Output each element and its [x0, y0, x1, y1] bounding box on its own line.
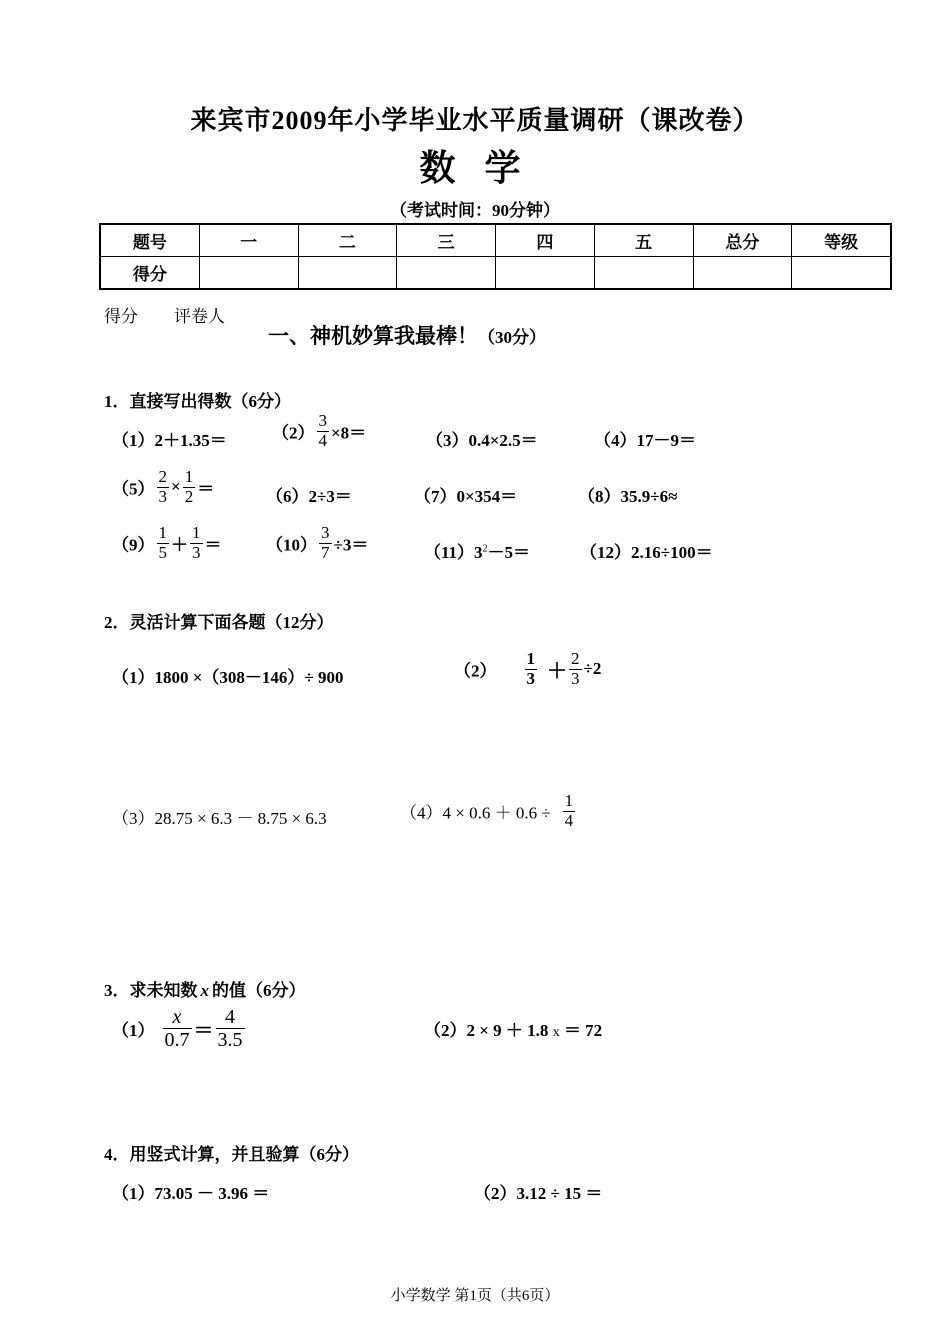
score-table-cell: 二 [298, 224, 397, 257]
score-entry-cell[interactable] [199, 257, 298, 290]
q1-item-12: （12）2.16÷100＝ [580, 543, 713, 562]
item-tail: ＝ 72 [563, 1021, 603, 1040]
fraction [319, 524, 332, 562]
item-tail: ＝ [197, 479, 215, 499]
grader-score-label: 得分 [104, 307, 138, 326]
fraction-numerator: 1 [192, 523, 201, 542]
score-table-header-row [100, 224, 891, 257]
fraction-numerator: 2 [571, 649, 580, 668]
operator: ＋ [171, 535, 188, 555]
item-tail: ＝ [204, 535, 222, 555]
q3-title-a: 3．求未知数 [104, 981, 198, 1000]
q1-item-3: （3）0.4×2.5＝ [426, 431, 538, 450]
operator: ＝ [193, 1020, 214, 1042]
q1-title: 1．直接写出得数（6分） [104, 392, 291, 411]
item-label: （10） [266, 535, 317, 555]
score-entry-cell[interactable] [693, 257, 792, 290]
q2-item-4 [400, 792, 577, 830]
q1-item-5 [112, 468, 214, 506]
exam-time-note: （考试时间：90分钟） [390, 201, 560, 220]
q1-item-2 [272, 412, 366, 450]
item-text: （4）4 × 0.6 ＋ 0.6 ÷ [400, 803, 551, 823]
item-label: （1） [112, 1021, 155, 1040]
item-label: （11）3 [424, 543, 483, 562]
q2-item-2 [454, 650, 601, 688]
item-label: （2） [272, 423, 315, 443]
q3-title [104, 976, 306, 1001]
q4-item-1: （1）73.05 － 3.96 ＝ [112, 1184, 270, 1203]
score-table-cell: 总分 [693, 224, 792, 257]
fraction-denominator: 4 [564, 810, 574, 830]
fraction [157, 468, 170, 506]
score-table-cell: 题号 [100, 224, 199, 257]
score-table-cell: 三 [397, 224, 496, 257]
subject-title: 数 学 [419, 148, 531, 188]
item-text: （2）2 × 9 ＋ 1.8 [424, 1021, 549, 1040]
q3-item-2 [424, 1016, 602, 1041]
q1-item-7: （7）0×354＝ [414, 487, 518, 506]
q3-title-variable: x [200, 981, 209, 1000]
q1-item-11 [424, 538, 530, 563]
grader-name-label: 评卷人 [174, 307, 225, 326]
fraction-denominator: 4 [318, 430, 327, 450]
fraction [563, 792, 576, 830]
score-table [99, 223, 892, 290]
q1-item-1: （1）2＋1.35＝ [112, 431, 227, 450]
score-table-cell: 一 [199, 224, 298, 257]
score-table-row-label: 得分 [100, 257, 199, 290]
item-tail: ÷3＝ [333, 535, 369, 555]
q1-item-10 [266, 524, 368, 562]
fraction-denominator: 3 [158, 486, 167, 506]
fraction-denominator: 2 [184, 486, 194, 506]
q1-item-9 [112, 524, 222, 562]
fraction-denominator: 5 [158, 542, 167, 562]
q3-title-b: 的值（6分） [212, 981, 306, 1000]
fraction-numerator: 4 [225, 1006, 235, 1028]
fraction [216, 1006, 245, 1051]
fraction [317, 412, 330, 450]
q1-item-4: （4）17－9＝ [594, 431, 696, 450]
fraction-numerator: 1 [158, 523, 167, 542]
section1-title: 一、神机妙算我最棒！ [268, 324, 478, 348]
score-table-cell: 五 [594, 224, 693, 257]
score-entry-cell[interactable] [496, 257, 595, 290]
operator: × [171, 477, 181, 497]
fraction-numerator: 1 [526, 649, 535, 668]
q1-item-8: （8）35.9÷6≈ [578, 487, 678, 506]
fraction-denominator: 7 [321, 542, 330, 562]
page-footer: 小学数学 第1页（共6页） [390, 1288, 560, 1304]
fraction-numerator: 2 [158, 467, 167, 486]
item-tail: －5＝ [487, 543, 531, 562]
exponent: 2 [482, 543, 488, 555]
q3-item-1 [112, 1006, 247, 1051]
fraction-numerator: 1 [184, 467, 194, 486]
fraction-numerator: 1 [564, 791, 574, 810]
fraction-numerator: x [172, 1006, 182, 1028]
fraction-denominator: 3 [571, 668, 580, 688]
fraction-numerator: 3 [321, 523, 330, 542]
fraction [569, 650, 582, 688]
score-table-score-row [100, 257, 891, 290]
item-label: （5） [112, 479, 155, 499]
score-entry-cell[interactable] [397, 257, 496, 290]
q4-item-2: （2）3.12 ÷ 15 ＝ [474, 1184, 603, 1203]
item-label: （2） [454, 661, 497, 681]
score-table-cell: 四 [496, 224, 595, 257]
fraction-denominator: 3 [526, 668, 535, 688]
item-label: （9） [112, 535, 155, 555]
q2-item-3: （3）28.75 × 6.3 － 8.75 × 6.3 [112, 809, 327, 828]
q4-title: 4．用竖式计算，并且验算（6分） [104, 1145, 359, 1164]
q2-item-1: （1）1800 ×（308－146）÷ 900 [112, 668, 344, 687]
fraction [183, 468, 196, 506]
fraction-denominator: 3.5 [217, 1029, 243, 1051]
variable: x [552, 1025, 560, 1040]
fraction [190, 524, 203, 562]
operator: ＋ [547, 660, 567, 683]
q2-title: 2．灵活计算下面各题（12分） [104, 613, 334, 632]
fraction-denominator: 0.7 [164, 1029, 190, 1051]
q1-item-6: （6）2÷3＝ [266, 487, 352, 506]
fraction [157, 524, 170, 562]
fraction-denominator: 3 [192, 542, 201, 562]
item-tail: ÷2 [583, 659, 602, 679]
fraction-numerator: 3 [318, 411, 327, 430]
section1-points: （30分） [478, 328, 546, 347]
fraction [163, 1006, 192, 1051]
score-entry-cell[interactable] [792, 257, 891, 290]
fraction [525, 650, 538, 688]
score-entry-cell[interactable] [594, 257, 693, 290]
score-entry-cell[interactable] [298, 257, 397, 290]
exam-title: 来宾市2009年小学毕业水平质量调研（课改卷） [190, 106, 760, 135]
item-tail: ×8＝ [331, 423, 367, 443]
section1-heading [268, 320, 546, 350]
score-table-cell: 等级 [792, 224, 891, 257]
